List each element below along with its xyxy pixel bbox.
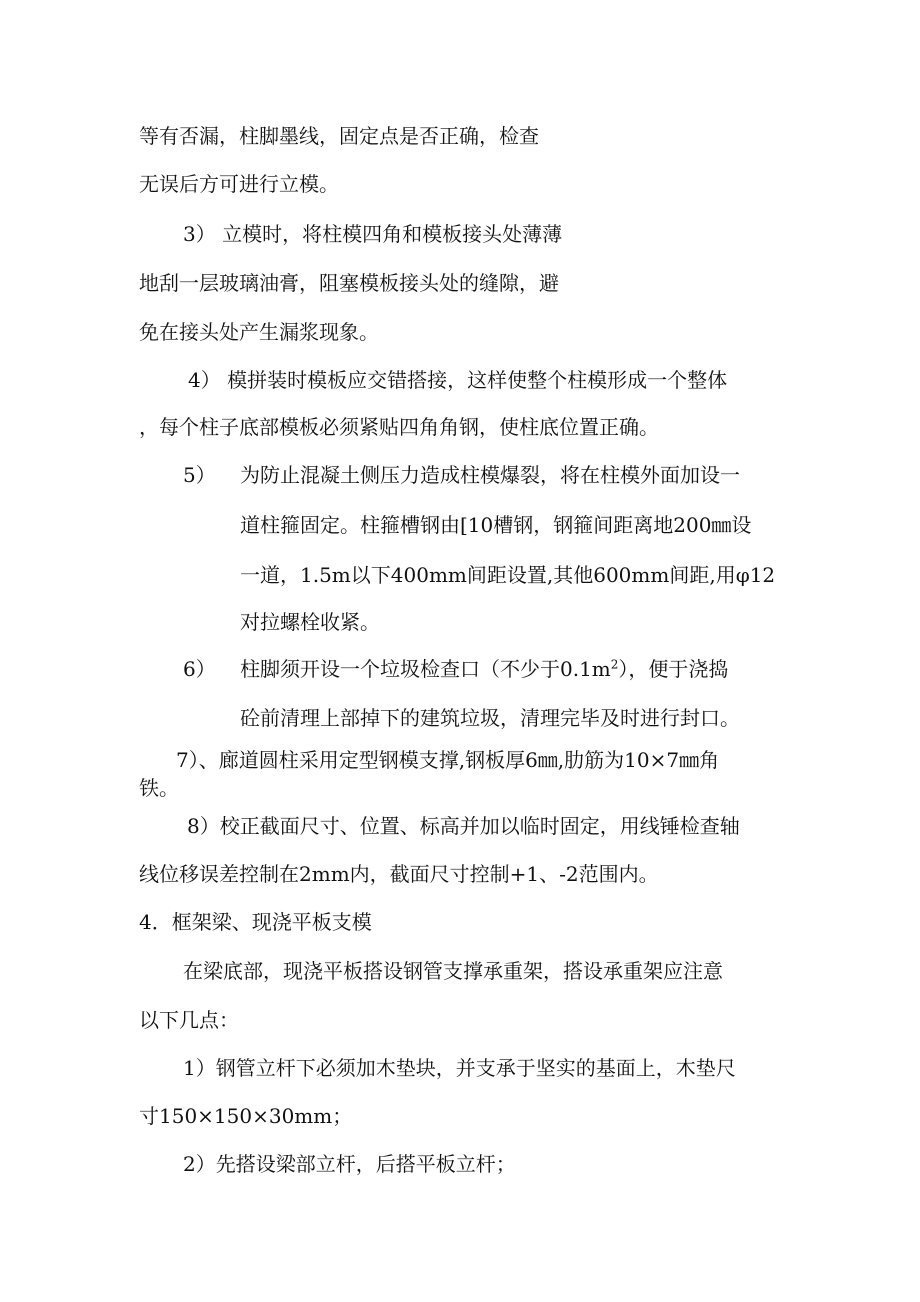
text-segment: 柱脚须开设一个垃圾检查口（不少于0.1m (240, 657, 611, 681)
text-line: 免在接头处产生漏浆现象。 (139, 320, 379, 344)
text-line: 为防止混凝土侧压力造成柱模爆裂，将在柱模外面加设一 (240, 463, 740, 487)
section-heading: 4．框架梁、现浇平板支模 (139, 910, 372, 934)
text-line: 一道，1.5m以下400mm间距设置,其他600mm间距,用φ12 (240, 563, 776, 587)
text-line: 砼前清理上部掉下的建筑垃圾，清理完毕及时进行封口。 (240, 706, 740, 730)
text-line: 3） 立模时，将柱模四角和模板接头处薄薄 (183, 222, 563, 246)
text-line: 无误后方可进行立模。 (139, 172, 339, 196)
text-line: 地刮一层玻璃油膏，阻塞模板接头处的缝隙，避 (139, 271, 559, 295)
text-line: 2）先搭设梁部立杆，后搭平板立杆； (183, 1152, 516, 1176)
list-marker: 5） (183, 463, 216, 487)
text-line: 等有否漏，柱脚墨线，固定点是否正确，检查 (139, 124, 539, 148)
text-line: 1）钢管立杆下必须加木垫块，并支承于坚实的基面上，木垫尺 (183, 1056, 736, 1080)
text-line: 4） 模拼装时模板应交错搭接，这样使整个柱模形成一个整体 (188, 368, 728, 392)
text-line: 线位移误差控制在2mm内，截面尺寸控制+1、-2范围内。 (139, 862, 659, 886)
superscript: 2 (610, 657, 619, 672)
text-line: 8）校正截面尺寸、位置、标高并加以临时固定，用线锤检查轴 (187, 814, 740, 838)
text-line: 以下几点： (139, 1008, 239, 1032)
text-line: 在梁底部，现浇平板搭设钢管支撑承重架，搭设承重架应注意 (183, 959, 723, 983)
text-line: 铁。 (139, 776, 179, 800)
text-line: 寸150×150×30mm； (139, 1104, 353, 1128)
text-line: 7）、廊道圆柱采用定型钢模支撑,钢板厚6㎜,肋筋为10×7㎜角 (176, 748, 720, 772)
text-line: 对拉螺栓收紧。 (240, 610, 380, 634)
text-segment: ），便于浇捣 (618, 657, 729, 681)
text-line: ，每个柱子底部模板必须紧贴四角角钢，使柱底位置正确。 (139, 415, 659, 439)
text-line: 道柱箍固定。柱箍槽钢由[10槽钢，钢箍间距离地200㎜设 (240, 513, 752, 537)
text-line (240, 656, 728, 682)
list-marker: 6） (183, 657, 216, 681)
